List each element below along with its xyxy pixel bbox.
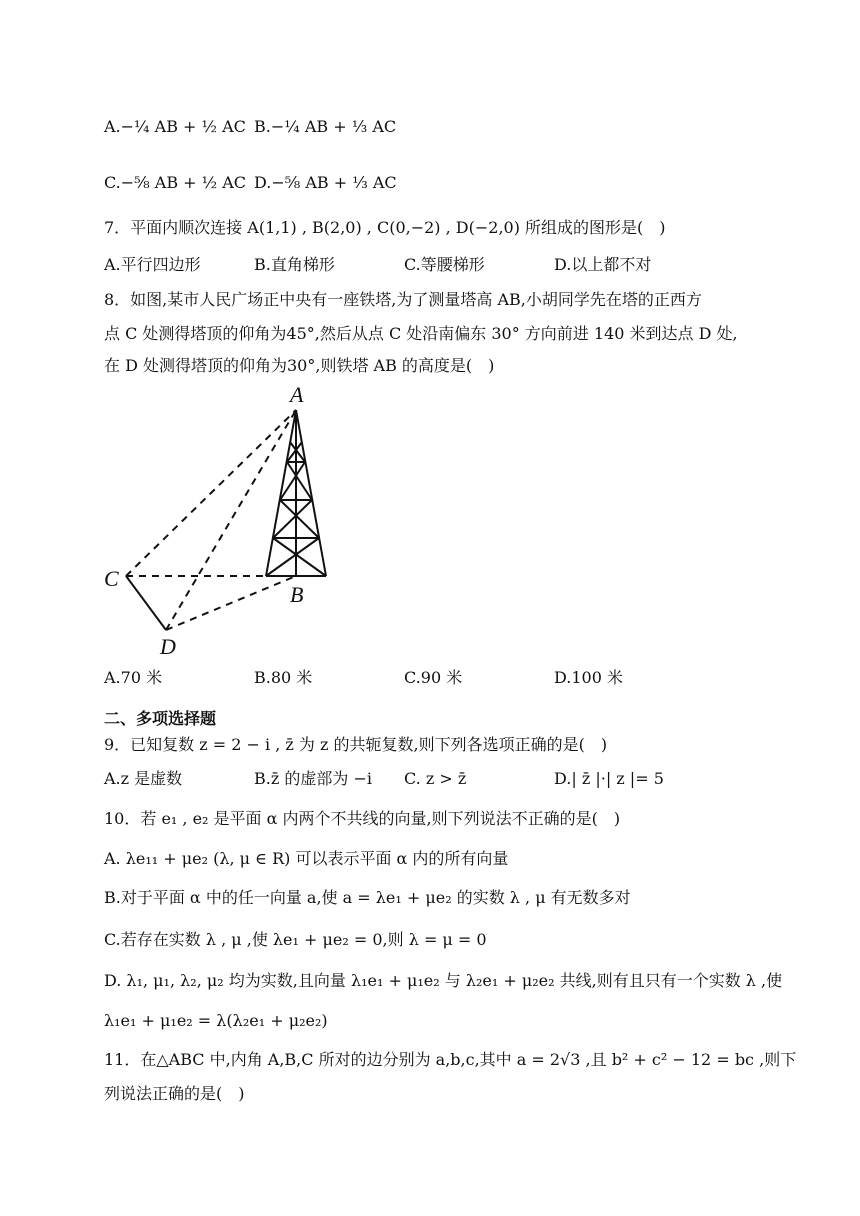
q7-stem: 7．平面内顺次连接 A(1,1) , B(2,0) , C(0,−2) , D(−2,0) 所组成的图形是( ) <box>104 218 666 237</box>
q10-option-a: A. λe₁₁ + μe₂ (λ, μ ∈ R) 可以表示平面 α 内的所有向量 <box>104 849 509 868</box>
q8-option-d: D.100 米 <box>554 668 623 687</box>
tower-diagram <box>96 382 356 658</box>
q8-option-c: C.90 米 <box>404 668 463 687</box>
q11-stem-line-2: 列说法正确的是( ) <box>104 1084 245 1103</box>
q11-stem-line-1: 11．在△ABC 中,内角 A,B,C 所对的边分别为 a,b,c,其中 a = 2√3 ,且 b² + c² − 12 = bc ,则下 <box>104 1050 797 1069</box>
q8-option-a: A.70 米 <box>104 668 163 687</box>
q9-option-a: A.z 是虚数 <box>104 769 183 788</box>
q7-option-b: B.直角梯形 <box>254 255 335 274</box>
q6-option-c: C.−⅝ AB + ½ AC <box>104 173 247 192</box>
q9-option-c: C. z > z̄ <box>404 769 467 788</box>
q9-option-b: B.z̄ 的虚部为 −i <box>254 769 372 788</box>
q7-option-d: D.以上都不对 <box>554 255 652 274</box>
q10-option-b: B.对于平面 α 中的任一向量 a,使 a = λe₁ + μe₂ 的实数 λ , μ 有无数多对 <box>104 888 631 907</box>
q6-option-b: B.−¼ AB + ⅓ AC <box>254 117 397 136</box>
line-db <box>166 576 296 630</box>
tower-icon <box>266 410 326 576</box>
q7-option-c: C.等腰梯形 <box>404 255 485 274</box>
label-a: A <box>290 382 304 407</box>
q8-option-b: B.80 米 <box>254 668 313 687</box>
q10-option-d-line-1: D. λ₁, μ₁, λ₂, μ₂ 均为实数,且向量 λ₁e₁ + μ₁e₂ 与 λ₂e₁ + μ₂e₂ 共线,则有且只有一个实数 λ ,使 <box>104 971 783 990</box>
q7-option-a: A.平行四边形 <box>104 255 201 274</box>
q9-option-d: D.| z̄ |·| z |= 5 <box>554 769 664 788</box>
q10-option-c: C.若存在实数 λ , μ ,使 λe₁ + μe₂ = 0,则 λ = μ = 0 <box>104 930 487 949</box>
q6-option-d: D.−⅝ AB + ⅓ AC <box>254 173 397 192</box>
line-cd <box>126 576 166 630</box>
label-b: B <box>290 582 304 607</box>
q8-stem-line-3: 在 D 处测得塔顶的仰角为30°,则铁塔 AB 的高度是( ) <box>104 356 495 375</box>
q10-option-d-line-2: λ₁e₁ + μ₁e₂ = λ(λ₂e₁ + μ₂e₂) <box>104 1011 328 1030</box>
q8-stem-line-2: 点 C 处测得塔顶的仰角为45°,然后从点 C 处沿南偏东 30° 方向前进 140 米到达点 D 处, <box>104 324 738 343</box>
section-heading: 二、多项选择题 <box>104 709 217 728</box>
q8-stem-line-1: 8．如图,某市人民广场正中央有一座铁塔,为了测量塔高 AB,小胡同学先在塔的正西方 <box>104 290 702 309</box>
label-d: D <box>160 634 176 658</box>
label-c: C <box>104 566 119 591</box>
q9-stem: 9．已知复数 z = 2 − i , z̄ 为 z 的共轭复数,则下列各选项正确的是( ) <box>104 735 608 754</box>
q6-option-a: A.−¼ AB + ½ AC <box>104 117 246 136</box>
q10-stem: 10．若 e₁ , e₂ 是平面 α 内两个不共线的向量,则下列说法不正确的是( ) <box>104 809 621 828</box>
